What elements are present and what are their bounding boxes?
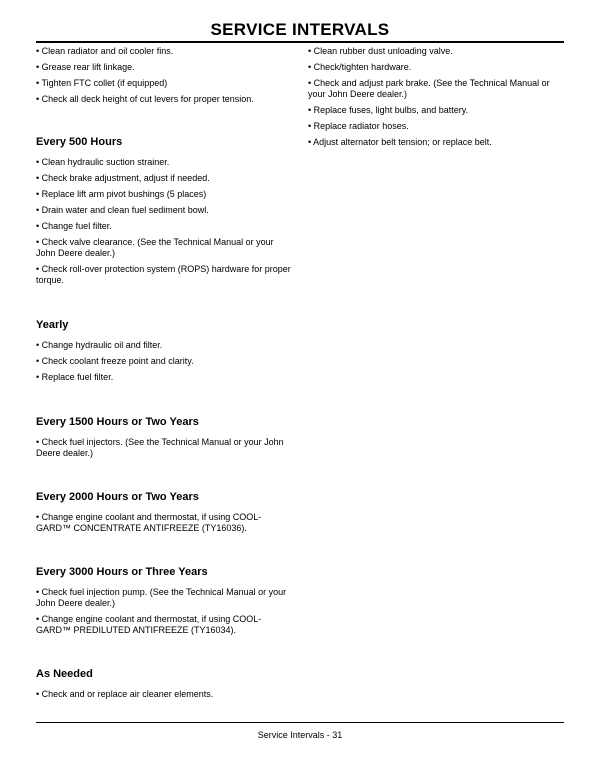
list-item: • Clean radiator and oil cooler fins. — [36, 46, 174, 56]
list-item: • Change engine coolant and thermostat, if using COOL-GARD™ PREDILUTED ANTIFREEZE (TY16034). — [36, 614, 262, 635]
section-heading: Every 3000 Hours or Three Years — [36, 566, 208, 578]
list-item: • Check/tighten hardware. — [308, 62, 412, 72]
list-item: • Change engine coolant and thermostat, if using COOL-GARD™ CONCENTRATE ANTIFREEZE (TY16036). — [36, 512, 262, 533]
list-item: • Check fuel injectors. (See the Technical Manual or your John Deere dealer.) — [36, 437, 284, 458]
list-item: • Check valve clearance. (See the Technical Manual or your John Deere dealer.) — [36, 237, 274, 258]
section-yearly — [36, 319, 294, 383]
title-rule — [36, 41, 564, 43]
list-item: • Check all deck height of cut levers for proper tension. — [36, 94, 254, 104]
section-every-1500-hours — [36, 416, 294, 459]
list-item: • Change hydraulic oil and filter. — [36, 340, 163, 350]
section-every-2000-hours — [36, 491, 294, 534]
list-item: • Clean rubber dust unloading valve. — [308, 46, 453, 56]
list-item: • Replace fuses, light bulbs, and battery. — [308, 105, 469, 115]
list-item: • Tighten FTC collet (if equipped) — [36, 78, 168, 88]
list-item: • Check and or replace air cleaner elements. — [36, 689, 214, 699]
list-item: • Drain water and clean fuel sediment bowl. — [36, 205, 209, 215]
section-heading: Every 500 Hours — [36, 136, 123, 148]
right-column — [308, 46, 566, 153]
list-item: • Grease rear lift linkage. — [36, 62, 135, 72]
list-item: • Check and adjust park brake. (See the Technical Manual or your John Deere dealer.) — [308, 78, 550, 99]
list-item: • Check fuel injection pump. (See the Technical Manual or your John Deere dealer.) — [36, 587, 287, 608]
section-heading: Every 1500 Hours or Two Years — [36, 416, 199, 428]
section-heading: Every 2000 Hours or Two Years — [36, 491, 199, 503]
section-as-needed — [36, 668, 294, 700]
list-item: • Replace fuel filter. — [36, 372, 114, 382]
section-every-3000-hours — [36, 566, 294, 636]
list-item: • Replace radiator hoses. — [308, 121, 409, 131]
page-title: SERVICE INTERVALS — [210, 20, 390, 39]
list-item: • Replace lift arm pivot bushings (5 places) — [36, 189, 207, 199]
left-column — [36, 46, 294, 705]
list-item: • Check brake adjustment, adjust if needed. — [36, 173, 210, 183]
list-item: • Change fuel filter. — [36, 221, 112, 231]
section-heading: Yearly — [36, 319, 69, 331]
section-every-500-hours — [36, 136, 294, 286]
list-item: • Check roll-over protection system (ROPS) hardware for proper torque. — [36, 264, 291, 285]
list-item: • Adjust alternator belt tension; or replace belt. — [308, 137, 492, 147]
list-item: • Check coolant freeze point and clarity. — [36, 356, 194, 366]
list-item: • Clean hydraulic suction strainer. — [36, 157, 170, 167]
footer-rule — [36, 722, 564, 723]
page-footer: Service Intervals - 31 — [257, 730, 343, 740]
section-heading: As Needed — [36, 668, 93, 680]
